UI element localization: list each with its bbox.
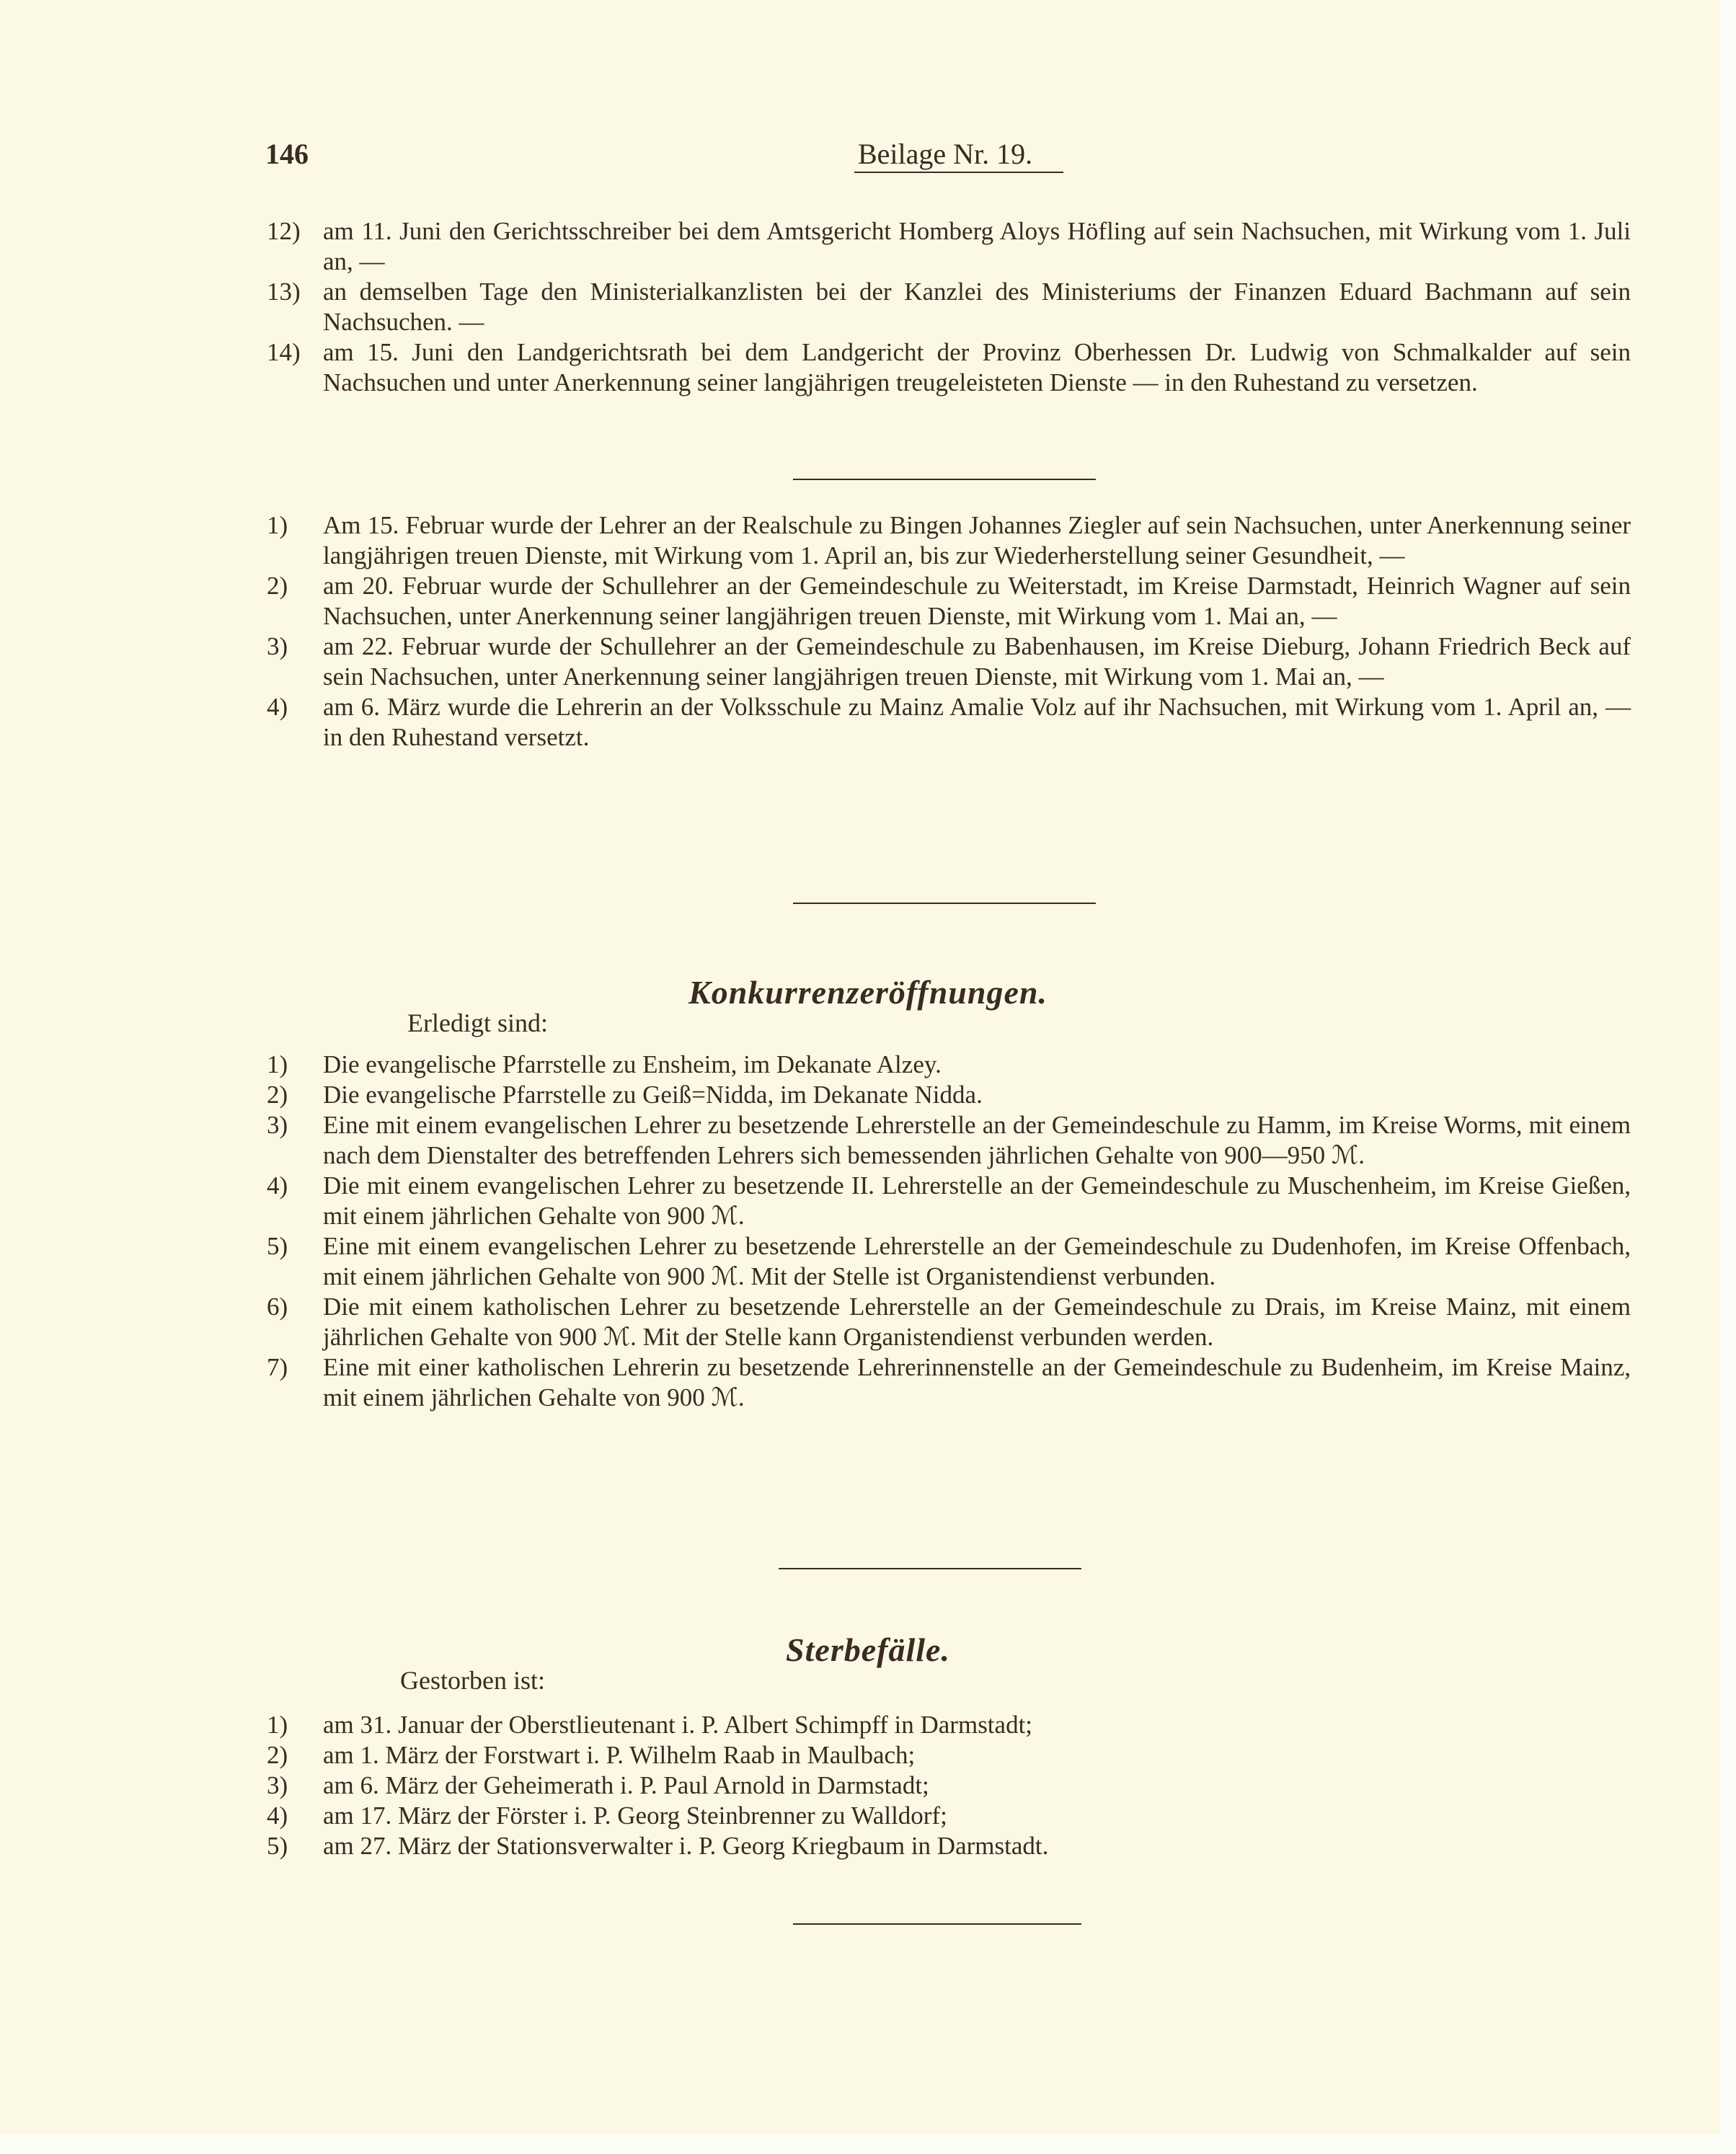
list-item xyxy=(267,631,1631,692)
item-text: am 15. Juni den Landgerichtsrath bei dem Landgericht der Provinz Oberhessen Dr. Ludwig von Schmalkalder auf sein Nachsuchen und unter Anerkennung seiner langjährigen treugeleisteten Dienste — in den Ruhestand zu versetzen. xyxy=(323,338,1631,396)
separator-rule xyxy=(793,903,1096,904)
item-number: 5) xyxy=(267,1232,288,1260)
item-text: Eine mit einer katholischen Lehrerin zu besetzende Lehrerinnenstelle an der Gemeindeschule zu Budenheim, im Kreise Mainz, mit einem jährlichen Gehalte von 900 ℳ. xyxy=(323,1353,1631,1411)
item-number: 2) xyxy=(267,1081,288,1109)
separator-rule xyxy=(793,479,1096,480)
item-number: 1) xyxy=(267,1050,288,1078)
item-number: 3) xyxy=(267,1771,288,1799)
item-number: 4) xyxy=(267,1801,288,1830)
item-text: am 31. Januar der Oberstlieutenant i. P. Albert Schimpff in Darmstadt; xyxy=(323,1711,1033,1739)
item-number: 3) xyxy=(267,1111,288,1139)
item-text: an demselben Tage den Ministerialkanzlisten bei der Kanzlei des Ministeriums der Finanzen Eduard Bachmann auf sein Nachsuchen. — xyxy=(323,278,1631,336)
vacancies-list xyxy=(267,1050,1631,1413)
header-underline xyxy=(854,172,1063,173)
list-item xyxy=(267,1770,1631,1801)
item-number: 1) xyxy=(267,511,288,539)
item-number: 4) xyxy=(267,1171,288,1200)
deaths-intro: Gestorben ist: xyxy=(400,1666,545,1695)
list-item xyxy=(267,277,1631,337)
separator-rule xyxy=(779,1568,1081,1569)
item-text: am 20. Februar wurde der Schullehrer an der Gemeindeschule zu Weiterstadt, im Kreise Darmstadt, Heinrich Wagner auf sein Nachsuchen, unter Anerkennung seiner langjährigen treuen Dienste, mit Wirkung vom 1. Mai an, — xyxy=(323,572,1631,630)
list-item xyxy=(267,1110,1631,1171)
list-item xyxy=(267,1050,1631,1080)
item-text: am 27. März der Stationsverwalter i. P. Georg Kriegbaum in Darmstadt. xyxy=(323,1832,1049,1860)
vacancies-heading: Konkurrenzeröffnungen. xyxy=(688,974,1048,1011)
item-text: am 11. Juni den Gerichtsschreiber bei dem Amtsgericht Homberg Aloys Höfling auf sein Nachsuchen, mit Wirkung vom 1. Juli an, — xyxy=(323,217,1631,275)
item-text: am 6. März der Geheimerath i. P. Paul Arnold in Darmstadt; xyxy=(323,1771,929,1799)
list-item xyxy=(267,571,1631,631)
item-number: 2) xyxy=(267,1741,288,1769)
item-text: am 22. Februar wurde der Schullehrer an der Gemeindeschule zu Babenhausen, im Kreise Dieburg, Johann Friedrich Beck auf sein Nachsuchen, unter Anerkennung seiner langjährigen treuen Dienste, mit Wirkung vom 1. Mai an, — xyxy=(323,632,1631,691)
deaths-list xyxy=(267,1710,1631,1861)
item-number: 5) xyxy=(267,1832,288,1860)
item-text: Die mit einem katholischen Lehrer zu besetzende Lehrerstelle an der Gemeindeschule zu Drais, im Kreise Mainz, mit einem jährlichen Gehalte von 900 ℳ. Mit der Stelle kann Organistendienst verbunden werden. xyxy=(323,1293,1631,1351)
vacancies-intro: Erledigt sind: xyxy=(407,1009,548,1037)
list-item xyxy=(267,1171,1631,1231)
officials-retirement-list xyxy=(267,216,1631,398)
list-item xyxy=(267,1080,1631,1110)
list-item xyxy=(267,337,1631,398)
item-number: 2) xyxy=(267,572,288,600)
list-item xyxy=(267,1710,1631,1740)
separator-rule xyxy=(793,1923,1081,1925)
list-item xyxy=(267,1740,1631,1770)
item-text: Die evangelische Pfarrstelle zu Geiß=Nidda, im Dekanate Nidda. xyxy=(323,1081,983,1109)
list-item xyxy=(267,1831,1631,1861)
item-number: 1) xyxy=(267,1711,288,1739)
page-number: 146 xyxy=(265,138,309,170)
item-number: 4) xyxy=(267,693,288,721)
deaths-heading: Sterbefälle. xyxy=(786,1631,950,1668)
list-item xyxy=(267,510,1631,571)
item-text: Am 15. Februar wurde der Lehrer an der Realschule zu Bingen Johannes Ziegler auf sein Nachsuchen, unter Anerkennung seiner langjährigen treuen Dienste, mit Wirkung vom 1. April an, bis zur Wiederherstellung seiner Gesundheit, — xyxy=(323,511,1631,569)
item-text: am 6. März wurde die Lehrerin an der Volksschule zu Mainz Amalie Volz auf ihr Nachsuchen, mit Wirkung vom 1. April an, — in den Ruhestand versetzt. xyxy=(323,693,1631,751)
teachers-retirement-list xyxy=(267,510,1631,753)
item-text: Die mit einem evangelischen Lehrer zu besetzende II. Lehrerstelle an der Gemeindeschule zu Muschenheim, im Kreise Gießen, mit einem jährlichen Gehalte von 900 ℳ. xyxy=(323,1171,1631,1230)
list-item xyxy=(267,692,1631,753)
item-number: 6) xyxy=(267,1293,288,1321)
item-number: 7) xyxy=(267,1353,288,1381)
item-number: 12) xyxy=(267,217,301,245)
item-number: 3) xyxy=(267,632,288,660)
item-text: Eine mit einem evangelischen Lehrer zu besetzende Lehrerstelle an der Gemeindeschule zu Dudenhofen, im Kreise Offenbach, mit einem jährlichen Gehalte von 900 ℳ. Mit der Stelle ist Organistendienst verbunden. xyxy=(323,1232,1631,1290)
list-item xyxy=(267,1231,1631,1292)
list-item xyxy=(267,1801,1631,1831)
item-number: 13) xyxy=(267,278,301,306)
supplement-heading: Beilage Nr. 19. xyxy=(858,138,1033,170)
item-text: Die evangelische Pfarrstelle zu Ensheim, im Dekanate Alzey. xyxy=(323,1050,942,1078)
list-item xyxy=(267,1292,1631,1352)
list-item xyxy=(267,216,1631,277)
item-text: am 17. März der Förster i. P. Georg Steinbrenner zu Walldorf; xyxy=(323,1801,947,1830)
item-number: 14) xyxy=(267,338,301,366)
list-item xyxy=(267,1352,1631,1413)
item-text: Eine mit einem evangelischen Lehrer zu besetzende Lehrerstelle an der Gemeindeschule zu Hamm, im Kreise Worms, mit einem nach dem Dienstalter des betreffenden Lehrers sich bemessenden jährlichen Gehalte von 900—950 ℳ. xyxy=(323,1111,1631,1169)
item-text: am 1. März der Forstwart i. P. Wilhelm Raab in Maulbach; xyxy=(323,1741,916,1769)
